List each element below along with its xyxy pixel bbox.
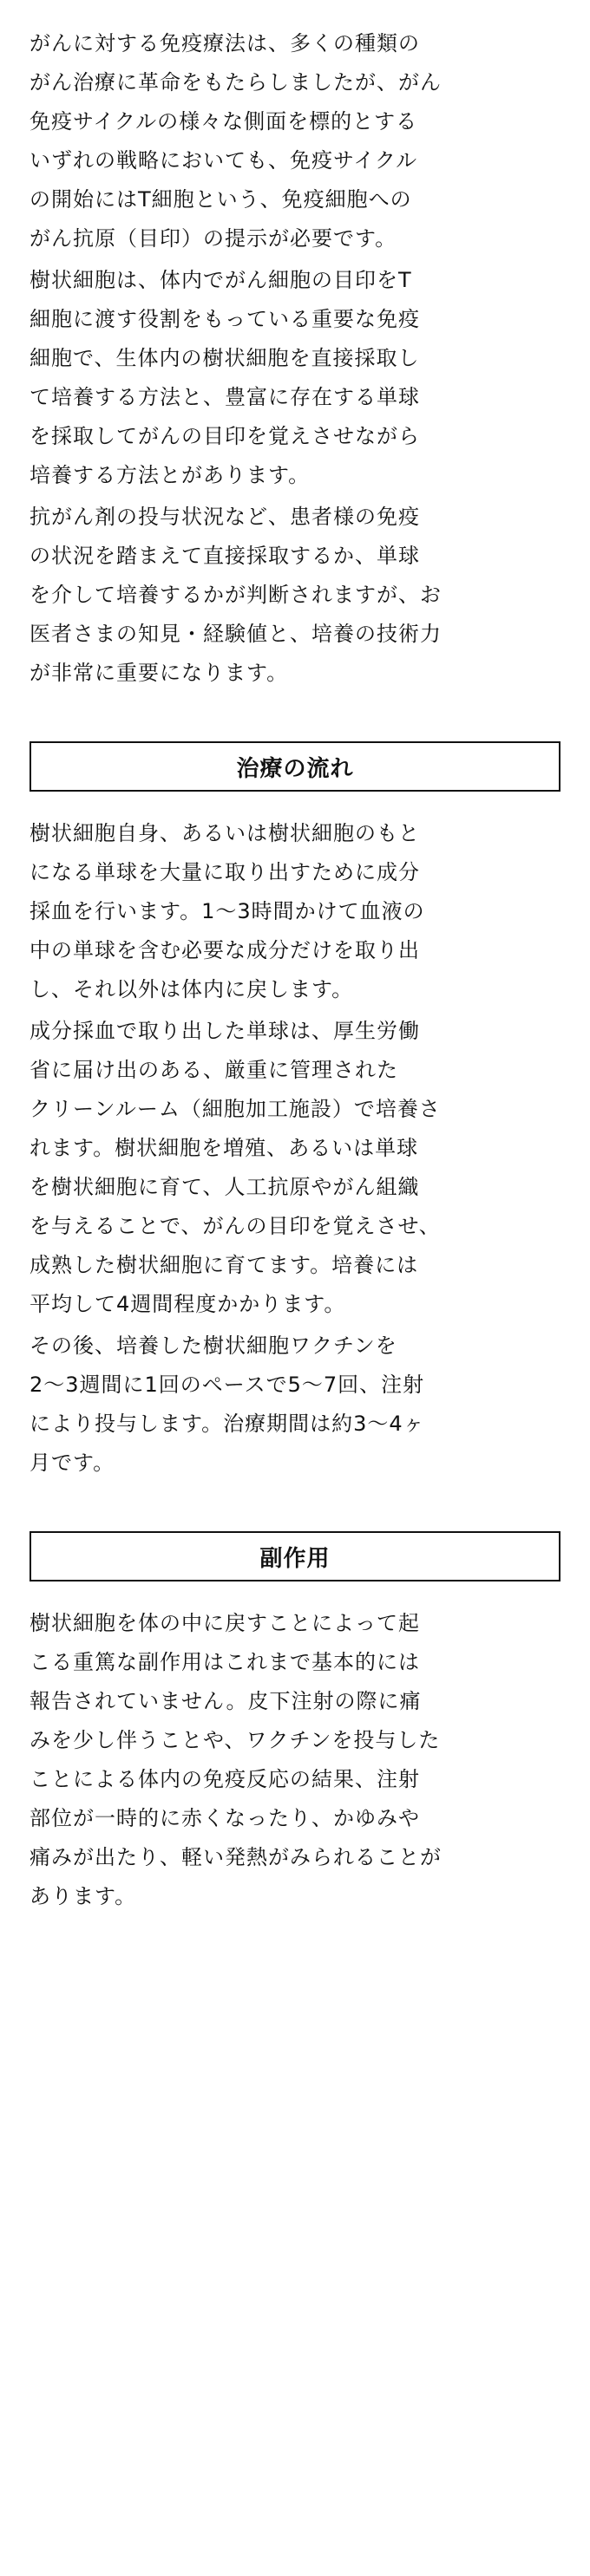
side-effects-paragraph: 樹状細胞を体の中に戻すことによって起 こる重篤な副作用はこれまで基本的には 報告されていません。皮下注射の際に痛 みを少し伴うことや、ワクチンを投与した ことによる体内の免疫反応の結果、注射 部位が一時的に赤くなったり、かゆみや 痛みが出たり、軽い発熱がみられることが あります。 (30, 1611, 442, 1908)
intro-paragraph-3: 抗がん剤の投与状況など、患者様の免疫 の状況を踏まえて直接採取するか、単球 を介して培養するかが判断されますが、お 医者さまの知見・経験値と、培養の技術力 が非常に重要になります。 (30, 505, 442, 685)
intro-paragraph-2: 樹状細胞は、体内でがん細胞の目印をT 細胞に渡す役割をもっている重要な免疫 細胞で、生体内の樹状細胞を直接採取し て培養する方法と、豊富に存在する単球 を採取してがんの目印を覚えさせながら 培養する方法とがあります。 (30, 268, 420, 487)
treatment-flow-paragraph-2: 成分採血で取り出した単球は、厚生労働 省に届け出のある、厳重に管理された クリーンルーム（細胞加工施設）で培養さ れます。樹状細胞を増殖、あるいは単球 を樹状細胞に育て、人工抗原やがん組織 を与えることで、がんの目印を覚えさせ、 成熟した樹状細胞に育てます。培養には 平均して4週間程度かかります。 (30, 1019, 441, 1316)
intro-section (30, 24, 560, 693)
intro-paragraph-1: がんに対する免疫療法は、多くの種類の がん治療に革命をもたらしましたが、がん 免疫サイクルの様々な側面を標的とする いずれの戦略においても、免疫サイクル の開始にはT細胞という、免疫細胞への がん抗原（目印）の提示が必要です。 (30, 31, 442, 251)
treatment-flow-paragraph-1: 樹状細胞自身、あるいは樹状細胞のもと になる単球を大量に取り出すために成分 採血を行います。1〜3時間かけて血液の 中の単球を含む必要な成分だけを取り出 し、それ以外は体内に戻します。 (30, 821, 425, 1001)
side-effects-heading: 副作用 (30, 1531, 560, 1581)
treatment-flow-section (30, 741, 560, 1483)
treatment-flow-heading: 治療の流れ (30, 741, 560, 792)
treatment-flow-paragraph-3: その後、培養した樹状細胞ワクチンを 2〜3週間に1回のペースで5〜7回、注射 により投与します。治療期間は約3〜4ヶ 月です。 (30, 1334, 425, 1475)
side-effects-section (30, 1531, 560, 1916)
